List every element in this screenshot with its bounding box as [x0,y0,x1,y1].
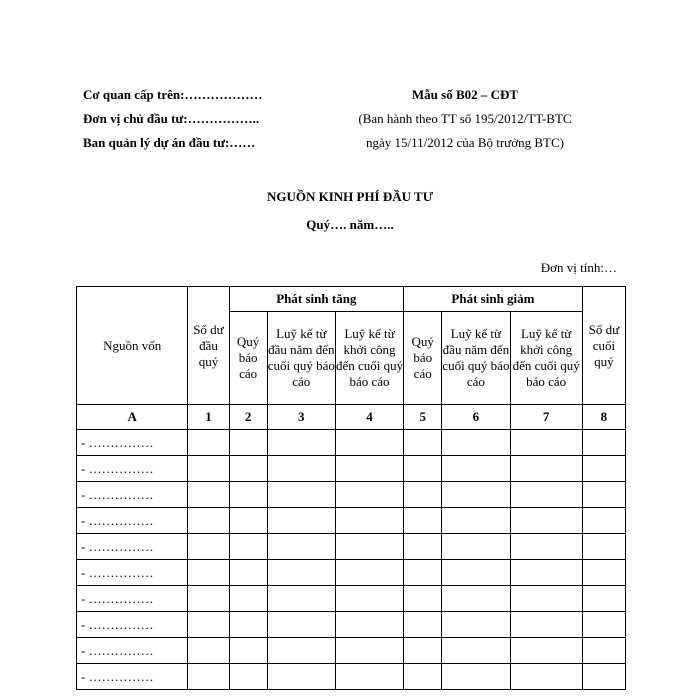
value-cell[interactable] [188,586,229,612]
header-decrease-ytd: Luỹ kế từ đầu năm đến cuối quý báo cáo [442,312,510,405]
value-cell[interactable] [582,612,625,638]
value-cell[interactable] [404,560,442,586]
value-cell[interactable] [510,560,582,586]
value-cell[interactable] [267,482,335,508]
value-cell[interactable] [582,586,625,612]
table-row [77,430,626,456]
value-cell[interactable] [404,534,442,560]
value-cell[interactable] [442,482,510,508]
table-row [77,560,626,586]
investor-unit-line: Đơn vị chủ đầu tư:…………….. [83,111,260,126]
table-row [77,612,626,638]
funding-source-cell[interactable]: - …………… [77,508,188,534]
header-funding-source: Nguồn vốn [77,287,188,405]
value-cell[interactable] [229,638,267,664]
column-index: 5 [404,405,442,430]
column-index: 3 [267,405,335,430]
funding-source-cell[interactable]: - …………… [77,664,188,690]
value-cell[interactable] [510,586,582,612]
funding-source-cell[interactable]: - …………… [77,612,188,638]
value-cell[interactable] [188,534,229,560]
value-cell[interactable] [582,638,625,664]
header-decrease-group: Phát sinh giảm [404,287,583,312]
column-index: 2 [229,405,267,430]
value-cell[interactable] [582,456,625,482]
value-cell[interactable] [229,560,267,586]
funding-source-cell[interactable]: - …………… [77,430,188,456]
column-index-row [77,405,626,430]
document-title-block [0,183,700,239]
column-index: 4 [335,405,403,430]
value-cell[interactable] [582,508,625,534]
column-index: 1 [188,405,229,430]
value-cell[interactable] [510,482,582,508]
table-body [77,430,626,690]
value-cell[interactable] [229,534,267,560]
value-cell[interactable] [442,534,510,560]
value-cell[interactable] [188,430,229,456]
value-cell[interactable] [510,612,582,638]
value-cell[interactable] [335,508,403,534]
value-cell[interactable] [267,586,335,612]
value-cell[interactable] [442,430,510,456]
funding-source-cell[interactable]: - …………… [77,456,188,482]
value-cell[interactable] [510,430,582,456]
value-cell[interactable] [335,612,403,638]
value-cell[interactable] [335,534,403,560]
value-cell[interactable] [404,508,442,534]
value-cell[interactable] [188,560,229,586]
funding-source-cell[interactable]: - …………… [77,586,188,612]
table-row [77,664,626,690]
header-decrease-quarter: Quý báo cáo [404,312,442,405]
value-cell[interactable] [335,638,403,664]
value-cell[interactable] [582,664,625,690]
value-cell[interactable] [188,612,229,638]
value-cell[interactable] [582,560,625,586]
project-board-line: Ban quản lý dự án đầu tư:…… [83,135,256,150]
table-row [77,456,626,482]
value-cell[interactable] [510,638,582,664]
column-index: 7 [510,405,582,430]
issued-by-line-1: (Ban hành theo TT số 195/2012/TT-BTC [358,111,572,126]
table-row [77,534,626,560]
value-cell[interactable] [267,430,335,456]
value-cell[interactable] [267,612,335,638]
value-cell[interactable] [582,482,625,508]
value-cell[interactable] [442,456,510,482]
value-cell[interactable] [267,456,335,482]
reporting-period: Quý…. năm….. [306,217,394,232]
value-cell[interactable] [229,586,267,612]
value-cell[interactable] [510,534,582,560]
value-cell[interactable] [267,560,335,586]
value-cell[interactable] [582,430,625,456]
issuer-block [83,83,262,155]
value-cell[interactable] [442,586,510,612]
column-index: 6 [442,405,510,430]
form-code-block [340,83,590,155]
document-title: NGUỒN KINH PHÍ ĐẦU TƯ [266,189,434,204]
value-cell[interactable] [404,664,442,690]
value-cell[interactable] [335,482,403,508]
unit-of-measure: Đơn vị tính:… [540,260,617,275]
value-cell[interactable] [188,456,229,482]
value-cell[interactable] [335,664,403,690]
value-cell[interactable] [229,664,267,690]
value-cell[interactable] [188,482,229,508]
value-cell[interactable] [229,456,267,482]
value-cell[interactable] [335,586,403,612]
funding-source-cell[interactable]: - …………… [77,534,188,560]
value-cell[interactable] [188,664,229,690]
superior-agency-line: Cơ quan cấp trên:……………… [83,87,263,102]
value-cell[interactable] [267,508,335,534]
funding-source-cell[interactable]: - …………… [77,560,188,586]
value-cell[interactable] [188,638,229,664]
value-cell[interactable] [442,612,510,638]
value-cell[interactable] [442,664,510,690]
value-cell[interactable] [229,430,267,456]
value-cell[interactable] [229,482,267,508]
value-cell[interactable] [229,612,267,638]
header-decrease-cumulative: Luỹ kế từ khởi công đến cuối quý báo cáo [510,312,582,405]
table-row [77,508,626,534]
value-cell[interactable] [404,612,442,638]
header-increase-quarter: Quý báo cáo [229,312,267,405]
header-increase-ytd: Luỹ kế từ đầu năm đến cuối quý báo cáo [267,312,335,405]
value-cell[interactable] [442,508,510,534]
funding-sources-table [76,286,626,690]
value-cell[interactable] [335,430,403,456]
value-cell[interactable] [442,638,510,664]
header-closing-balance: Số dư cuối quý [582,287,625,405]
table-row [77,482,626,508]
value-cell[interactable] [335,456,403,482]
value-cell[interactable] [267,638,335,664]
header-increase-cumulative: Luỹ kế từ khởi công đến cuối quý báo cáo [335,312,403,405]
header-opening-balance: Số dư đầu quý [188,287,229,405]
value-cell[interactable] [267,534,335,560]
column-index: 8 [582,405,625,430]
value-cell[interactable] [267,664,335,690]
value-cell[interactable] [582,534,625,560]
value-cell[interactable] [229,508,267,534]
funding-source-cell[interactable]: - …………… [77,638,188,664]
value-cell[interactable] [404,638,442,664]
table-row [77,586,626,612]
table-row [77,638,626,664]
value-cell[interactable] [510,664,582,690]
value-cell[interactable] [510,508,582,534]
funding-source-cell[interactable]: - …………… [77,482,188,508]
value-cell[interactable] [404,456,442,482]
value-cell[interactable] [442,560,510,586]
issued-by-line-2: ngày 15/11/2012 của Bộ trưởng BTC) [366,135,564,150]
form-code: Mẫu số B02 – CĐT [411,87,519,102]
header-increase-group: Phát sinh tăng [229,287,404,312]
value-cell[interactable] [188,508,229,534]
value-cell[interactable] [335,560,403,586]
value-cell[interactable] [404,586,442,612]
value-cell[interactable] [404,430,442,456]
column-index: A [77,405,188,430]
value-cell[interactable] [404,482,442,508]
value-cell[interactable] [510,456,582,482]
